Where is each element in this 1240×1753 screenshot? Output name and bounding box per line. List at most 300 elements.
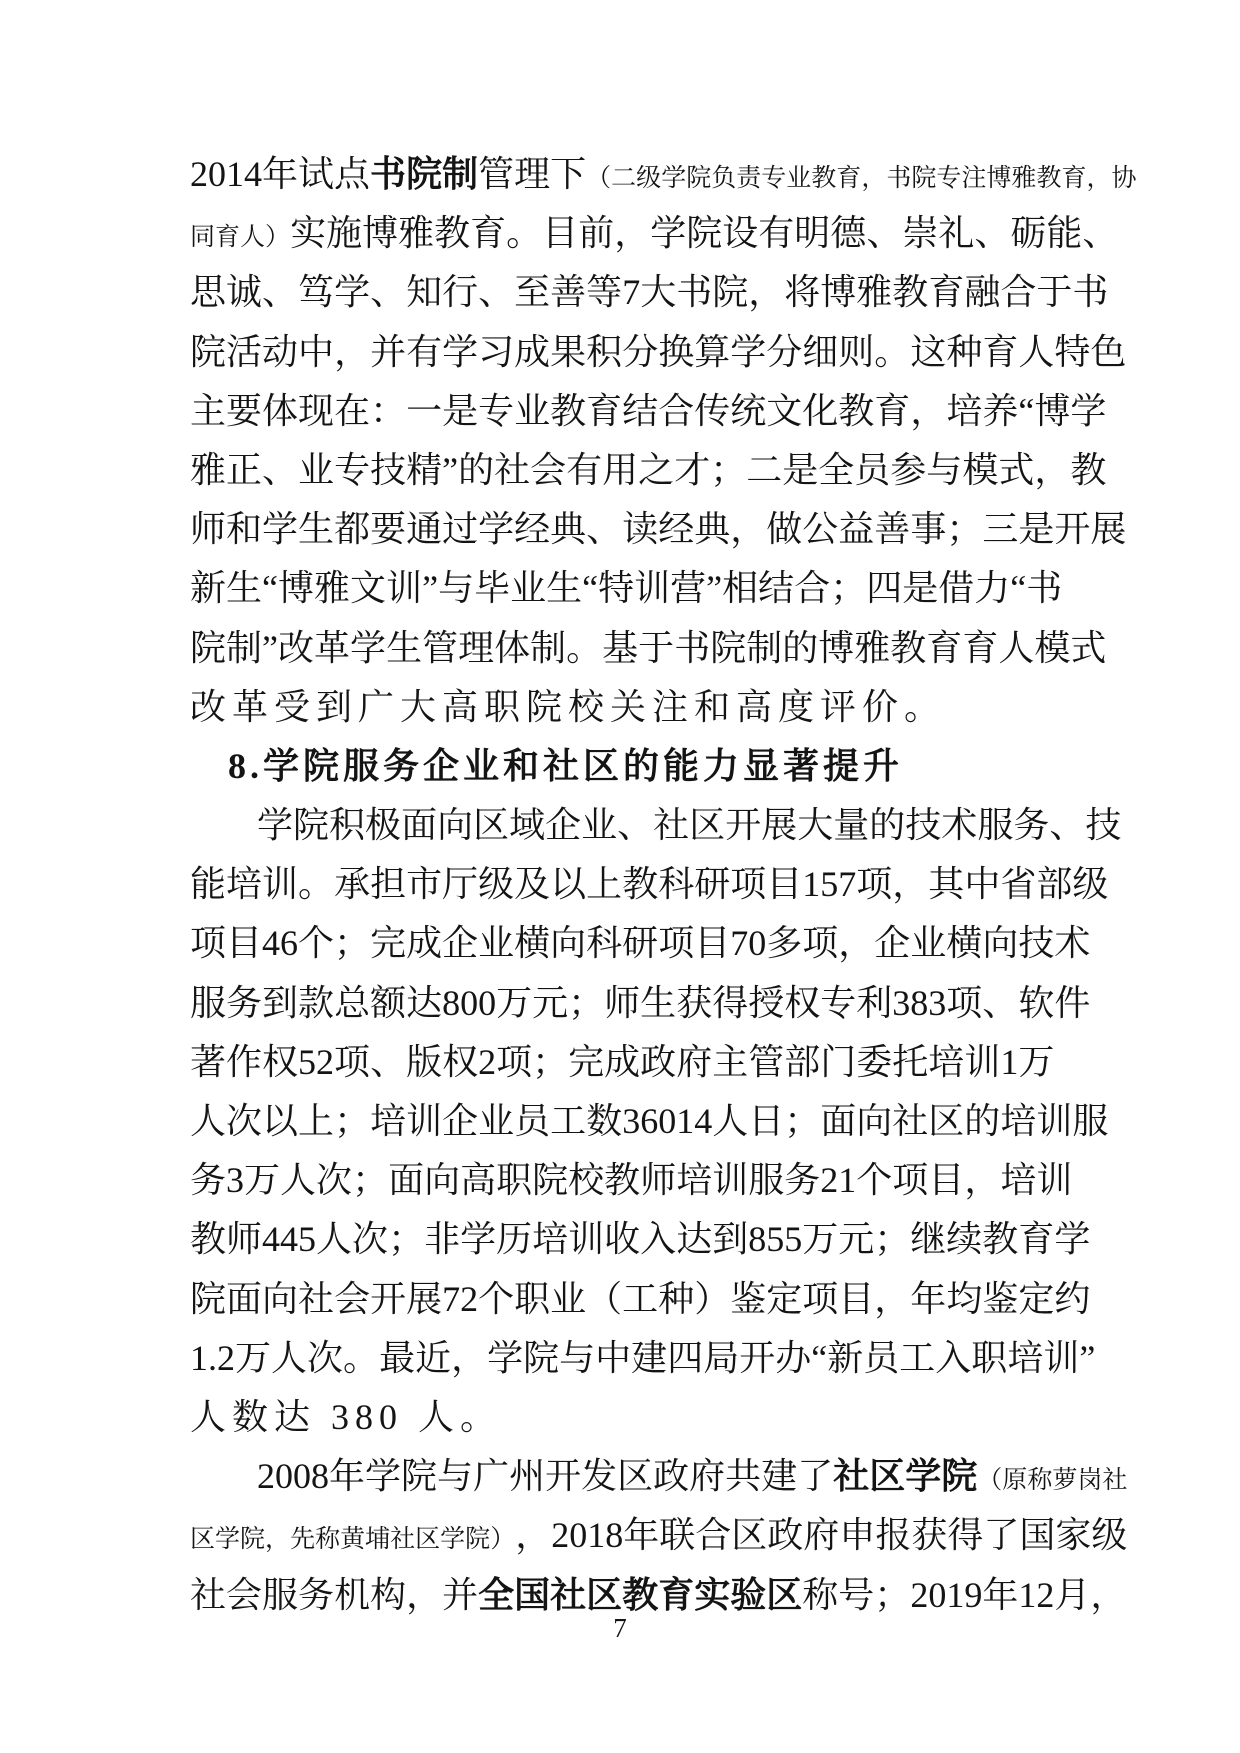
text-segment: 业 [550, 1278, 587, 1319]
text-segment: 上 [586, 864, 623, 905]
text-segment: 开 [725, 805, 762, 846]
text-segment: 教 [550, 390, 587, 431]
text-segment: 共 [725, 1456, 762, 1497]
text-segment: 人 [998, 627, 1035, 668]
text-segment: 院 [712, 272, 749, 313]
text-segment: 成 [514, 331, 551, 372]
text-segment: 式 [998, 449, 1035, 490]
text-segment: 万 [802, 1219, 839, 1260]
text-segment: 书 [1072, 272, 1109, 313]
text-segment: 要 [226, 390, 263, 431]
text-segment: 项 [496, 1041, 533, 1082]
text-line [190, 1506, 1128, 1565]
text-segment: 学 [905, 1456, 942, 1497]
text-segment: ， [1090, 1574, 1127, 1615]
text-segment: 家 [1055, 1515, 1092, 1556]
text-segment: 种 [946, 331, 983, 372]
text-segment: 社 [494, 449, 531, 490]
text-segment: 是 [782, 449, 819, 490]
text-segment: 2 [478, 1041, 497, 1082]
text-segment: 报 [875, 1515, 912, 1556]
text-segment: 改 [278, 627, 315, 668]
text-segment: 博 [818, 627, 855, 668]
text-segment: 版 [406, 1041, 443, 1082]
text-line [190, 619, 1107, 678]
text-segment: 专 [761, 165, 787, 192]
text-segment: 专 [936, 165, 962, 192]
text-segment: 习 [478, 331, 515, 372]
text-segment: 中 [964, 864, 1001, 905]
text-segment: 区 [617, 1456, 654, 1497]
text-segment: 社 [390, 1526, 416, 1554]
section-heading [190, 737, 1054, 796]
text-segment: ， [730, 509, 767, 550]
text-segment: 目 [928, 1160, 965, 1201]
text-segment: 校 [568, 1160, 605, 1201]
text-segment: 2018 [551, 1515, 624, 1556]
text-segment: 点 [334, 154, 371, 194]
text-segment: 院 [710, 627, 747, 668]
text-segment: 员 [514, 1101, 551, 1141]
text-segment: 毕 [474, 568, 511, 609]
text-segment: 这 [910, 331, 947, 372]
text-segment: 主 [190, 390, 227, 431]
text-line [190, 855, 1109, 914]
text-segment: 服 [190, 982, 227, 1023]
text-segment: 生 [546, 568, 583, 609]
text-segment: ； [334, 1101, 371, 1141]
text-segment: 培 [1000, 1101, 1037, 1141]
text-segment: ， [838, 923, 875, 964]
text-segment: 、 [262, 272, 299, 313]
text-segment: 区 [869, 1456, 906, 1497]
text-segment: 新 [190, 568, 227, 609]
text-segment: 则 [838, 331, 875, 372]
text-segment: 算 [694, 331, 731, 372]
text-segment: ， [748, 272, 785, 313]
text-segment: （ [977, 1467, 1003, 1495]
text-segment: 思 [190, 272, 227, 313]
text-segment: 政 [767, 1515, 804, 1556]
text-segment: 前 [578, 213, 615, 254]
text-segment: 体 [494, 627, 531, 668]
text-segment: 工 [622, 1278, 659, 1319]
text-segment: 验 [730, 1574, 767, 1615]
text-segment: 动 [262, 331, 299, 372]
text-segment: 服 [748, 1160, 785, 1201]
text-segment: 专 [334, 449, 371, 490]
text-segment: 要 [370, 509, 407, 550]
text-segment: 高 [460, 1160, 497, 1201]
text-segment: 其 [928, 864, 965, 905]
text-segment: 雅 [190, 449, 227, 490]
text-segment: ； [830, 568, 867, 609]
text-segment: 能 [190, 864, 227, 905]
text-segment: 院 [401, 1456, 438, 1497]
text-segment: 授 [748, 982, 785, 1023]
text-segment: 会 [334, 1278, 371, 1319]
text-segment: 将 [784, 272, 821, 313]
text-segment: 申 [839, 1515, 876, 1556]
text-segment: 额 [370, 982, 407, 1023]
text-segment: 做 [766, 509, 803, 550]
text-segment: 鉴 [730, 1278, 767, 1319]
text-segment: 量 [833, 805, 870, 846]
text-segment: 院 [941, 1456, 978, 1497]
text-segment: 区 [473, 805, 510, 846]
text-segment: 、 [866, 213, 903, 254]
text-segment: 展 [761, 805, 798, 846]
text-segment: 职 [971, 1337, 1008, 1378]
text-segment: 务 [226, 982, 263, 1023]
text-segment: 实 [290, 213, 327, 254]
text-segment: 设 [722, 213, 759, 254]
text-segment: ， [515, 1515, 552, 1556]
text-segment: 人 [190, 1101, 227, 1141]
text-line [190, 323, 1127, 382]
text-segment: ： [370, 390, 407, 431]
text-segment: 局 [703, 1337, 740, 1378]
text-segment: 建 [761, 1456, 798, 1497]
text-segment: 约 [1054, 1278, 1091, 1319]
text-segment: 企 [545, 805, 582, 846]
text-segment: 善 [550, 272, 587, 313]
text-segment: 近 [415, 1337, 452, 1378]
text-segment: 学 [460, 1219, 497, 1260]
text-line [190, 441, 1107, 500]
text-segment: 项 [802, 923, 839, 964]
text-segment: 院 [532, 1160, 569, 1201]
text-segment: 等 [586, 272, 623, 313]
text-segment: 建 [631, 1337, 668, 1378]
text-segment: 36014 [622, 1101, 713, 1141]
text-segment: ， [614, 213, 651, 254]
text-segment: 教 [811, 165, 837, 192]
text-segment: 万 [235, 1337, 272, 1378]
text-segment: 部 [1036, 864, 1073, 905]
text-segment: 专 [820, 982, 857, 1023]
text-segment: 训 [1043, 1337, 1080, 1378]
text-segment: 模 [1034, 627, 1071, 668]
text-segment: 社 [892, 1101, 929, 1141]
text-segment: 并 [442, 1574, 479, 1615]
text-segment: 育 [1018, 1219, 1055, 1260]
text-segment: 术 [1054, 923, 1091, 964]
text-segment: 四 [667, 1337, 704, 1378]
text-segment: 雅 [856, 272, 893, 313]
text-segment: 7 [622, 272, 641, 313]
text-segment: 年 [982, 1574, 1019, 1615]
text-segment: 广 [473, 1456, 510, 1497]
text-segment: 改革受到广大高职院校关注和高度评价。 [190, 686, 947, 727]
text-segment: 区 [689, 805, 726, 846]
text-segment: 12 [1018, 1574, 1055, 1615]
text-segment: 、 [478, 272, 515, 313]
text-segment: 管 [478, 154, 515, 194]
text-segment: 定 [1018, 1278, 1055, 1319]
text-segment: 开 [545, 1456, 582, 1497]
text-line [190, 1447, 1128, 1506]
text-segment: 级 [478, 864, 515, 905]
text-line [190, 1151, 1073, 1210]
text-segment: 教 [622, 864, 659, 905]
document-body [190, 145, 1137, 1625]
text-segment: ， [1034, 449, 1071, 490]
text-segment: 次 [226, 1101, 263, 1141]
text-segment: 事 [910, 509, 947, 550]
text-segment: 项 [730, 864, 767, 905]
text-segment: 培 [676, 1160, 713, 1201]
text-segment: 52 [298, 1041, 335, 1082]
text-segment: 府 [803, 1515, 840, 1556]
text-segment: 成 [406, 923, 443, 964]
text-segment: 人 [271, 1337, 308, 1378]
text-segment: 管 [422, 627, 459, 668]
text-segment: 生 [298, 509, 335, 550]
text-segment: 黄 [340, 1526, 366, 1554]
text-segment: 区 [415, 1526, 441, 1554]
text-segment: 服 [262, 1574, 299, 1615]
text-segment: 读 [622, 509, 659, 550]
text-segment: 继 [910, 1219, 947, 1260]
text-segment: 传 [694, 390, 731, 431]
text-segment: 域 [509, 805, 546, 846]
text-segment: 责 [736, 165, 762, 192]
text-segment: 获 [676, 982, 713, 1023]
text-segment: 学 [730, 331, 767, 372]
text-segment: 在 [334, 390, 371, 431]
text-segment: 极 [365, 805, 402, 846]
text-segment: 及 [514, 864, 551, 905]
text-segment: “ [1018, 390, 1035, 431]
text-segment: ； [874, 1219, 911, 1260]
text-segment: ； [334, 923, 371, 964]
text-segment: 厅 [442, 864, 479, 905]
text-segment: 育 [962, 627, 999, 668]
text-segment: “ [582, 568, 599, 609]
text-segment: 博 [1034, 390, 1071, 431]
text-segment: 学 [442, 331, 479, 372]
text-segment: 生 [226, 568, 263, 609]
text-segment: 营 [670, 568, 707, 609]
text-segment: 职 [496, 1160, 533, 1201]
text-segment: 国 [1019, 1515, 1056, 1556]
text-segment: 开 [370, 1278, 407, 1319]
text-segment: 教 [1070, 449, 1107, 490]
text-line [190, 1210, 1091, 1269]
text-segment: 文 [350, 568, 387, 609]
text-segment: 。 [298, 864, 335, 905]
text-segment: 技 [1018, 923, 1055, 964]
text-segment: 。 [566, 627, 603, 668]
text-segment: 业 [786, 165, 812, 192]
text-segment: ， [964, 1160, 1001, 1201]
text-segment: 目 [694, 923, 731, 964]
text-segment: 原 [1002, 1467, 1028, 1495]
text-segment: 和 [226, 509, 263, 550]
text-segment: 项 [892, 1160, 929, 1201]
text-segment: 理 [458, 627, 495, 668]
text-segment: 权 [442, 1041, 479, 1082]
text-segment: 项 [802, 1278, 839, 1319]
text-segment: 训 [262, 864, 299, 905]
text-segment: 区 [586, 1574, 623, 1615]
text-segment: 训 [712, 1160, 749, 1201]
text-segment: 术 [941, 805, 978, 846]
text-segment: 向 [262, 1278, 299, 1319]
text-segment: 负 [711, 165, 737, 192]
text-segment: 月 [1054, 1574, 1091, 1615]
text-segment: 学 [350, 627, 387, 668]
text-segment: 企 [874, 923, 911, 964]
text-segment: 特 [1054, 331, 1091, 372]
text-segment: 人 [280, 1160, 317, 1201]
text-segment: 模 [962, 449, 999, 490]
text-segment: 合 [695, 1515, 732, 1556]
text-segment: ； [784, 1101, 821, 1141]
text-segment: 培 [1000, 1160, 1037, 1201]
text-segment: 项 [190, 923, 227, 964]
text-segment: 作 [226, 1041, 263, 1082]
text-segment: 157 [802, 864, 857, 905]
text-segment: ， [874, 1278, 911, 1319]
text-segment: 专 [478, 390, 515, 431]
text-segment: 教 [838, 390, 875, 431]
text-segment: 融 [964, 272, 1001, 313]
text-segment: 元 [838, 1219, 875, 1260]
text-segment: 崇 [902, 213, 939, 254]
text-segment: 区 [731, 1515, 768, 1556]
text-segment: 先 [290, 1526, 316, 1554]
text-segment: 色 [1090, 331, 1127, 372]
text-segment: 目 [226, 923, 263, 964]
text-segment: 务 [1013, 805, 1050, 846]
text-segment: 业 [298, 449, 335, 490]
text-line [190, 1092, 1109, 1151]
text-segment: ” [1079, 1337, 1096, 1378]
text-segment: 有 [758, 213, 795, 254]
text-segment: 经 [658, 509, 695, 550]
text-segment: 培 [1007, 1337, 1044, 1378]
text-segment: 院 [190, 1278, 227, 1319]
text-segment: 正 [226, 449, 263, 490]
text-segment: 学 [257, 805, 294, 846]
text-segment: 续 [946, 1219, 983, 1260]
text-segment: 砺 [1010, 213, 1047, 254]
text-segment: 向 [424, 1160, 461, 1201]
text-segment: 培 [226, 864, 263, 905]
text-segment: 科 [658, 864, 695, 905]
text-segment: 有 [406, 331, 443, 372]
text-segment: 技 [905, 805, 942, 846]
text-segment: 诚 [226, 272, 263, 313]
text-segment: 383 [892, 982, 947, 1023]
text-segment: 与 [437, 1456, 474, 1497]
text-segment: ） [490, 1526, 516, 1554]
text-segment: 公 [802, 509, 839, 550]
text-segment: 的 [964, 1101, 1001, 1141]
text-segment: 育 [874, 390, 911, 431]
text-segment: 与 [438, 568, 475, 609]
text-segment: 雅 [398, 213, 435, 254]
text-segment: 育 [1061, 165, 1087, 192]
text-segment: 训 [1036, 1160, 1073, 1201]
text-segment: 革 [314, 627, 351, 668]
text-segment: 门 [820, 1041, 857, 1082]
text-segment: 施 [326, 213, 363, 254]
text-segment: 服 [977, 805, 1014, 846]
text-segment: 企 [442, 1101, 479, 1141]
text-segment: 学 [650, 213, 687, 254]
text-segment: 教 [604, 1160, 641, 1201]
text-segment: 师 [226, 1219, 263, 1260]
text-segment: ； [352, 1160, 389, 1201]
text-segment: 上 [298, 1101, 335, 1141]
text-segment: 万 [1018, 1041, 1055, 1082]
text-segment: 教 [434, 213, 471, 254]
text-segment: 通 [406, 509, 443, 550]
text-line [190, 1033, 1054, 1092]
text-segment: 机 [334, 1574, 371, 1615]
text-segment: 级 [636, 165, 662, 192]
text-segment: 向 [437, 805, 474, 846]
text-segment: 业 [581, 805, 618, 846]
text-segment: 借 [938, 568, 975, 609]
text-segment: 院 [911, 165, 937, 192]
text-segment: 多 [766, 923, 803, 964]
text-segment: 与 [926, 449, 963, 490]
text-segment: 项 [946, 982, 983, 1023]
text-segment: 体 [262, 390, 299, 431]
text-segment: 中 [298, 331, 335, 372]
text-segment: 省 [1000, 864, 1037, 905]
text-segment: “ [1010, 568, 1027, 609]
text-segment: 书 [1026, 568, 1063, 609]
text-line [190, 204, 1119, 263]
text-segment: 入 [935, 1337, 972, 1378]
text-segment: ， [892, 864, 929, 905]
text-line [190, 145, 1137, 204]
text-segment: 全 [478, 1574, 515, 1615]
text-segment: 全 [818, 449, 855, 490]
text-segment: 2008 [257, 1456, 329, 1497]
text-segment: 800 [442, 982, 497, 1023]
text-segment: 萝 [1052, 1467, 1078, 1495]
text-segment: 同 [190, 224, 216, 252]
text-segment: 过 [442, 509, 479, 550]
text-segment: 项 [856, 864, 893, 905]
text-segment: 换 [658, 331, 695, 372]
text-segment: 现 [298, 390, 335, 431]
text-segment: 试 [298, 154, 335, 194]
text-segment: ； [710, 449, 747, 490]
text-segment: 育 [836, 165, 862, 192]
text-segment: 级 [1072, 864, 1109, 905]
text-segment: 教 [892, 272, 929, 313]
text-segment: 服 [1072, 1101, 1109, 1141]
text-segment: 开 [1054, 509, 1091, 550]
text-segment: 培 [532, 1219, 569, 1260]
text-segment: 社 [653, 805, 690, 846]
text-segment: 发 [581, 1456, 618, 1497]
text-segment: 埔 [365, 1526, 391, 1554]
text-segment: 教 [890, 627, 927, 668]
text-segment: 书 [676, 272, 713, 313]
text-segment: 下 [550, 154, 587, 194]
text-segment: 达 [676, 1219, 713, 1260]
text-segment: 区 [190, 1526, 216, 1554]
text-segment: 中 [595, 1337, 632, 1378]
